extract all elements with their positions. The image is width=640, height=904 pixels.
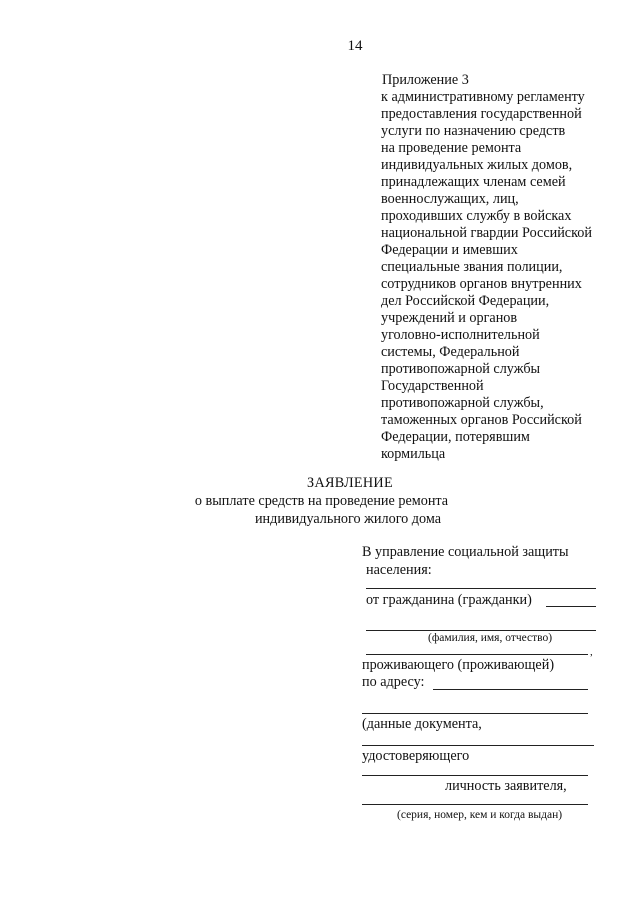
id-document-blank-line-3[interactable] — [362, 804, 588, 805]
appendix-line: предоставления государственной — [381, 106, 582, 122]
appendix-line: на проведение ремонта — [381, 140, 522, 156]
address-blank-line-2[interactable] — [362, 713, 588, 714]
appendix-line: специальные звания полиции, — [381, 259, 563, 275]
appendix-line: Государственной — [381, 378, 484, 394]
id-document-label-2: удостоверяющего — [362, 748, 470, 764]
id-document-label-1: (данные документа, — [362, 716, 482, 732]
recipient-line-2: населения: — [366, 562, 432, 578]
from-citizen-blank-short[interactable] — [546, 606, 596, 607]
id-document-caption: (серия, номер, кем и когда выдан) — [397, 809, 563, 821]
id-document-label-3: личность заявителя, — [445, 778, 567, 794]
recipient-blank-line[interactable] — [366, 588, 596, 589]
appendix-heading: Приложение 3 — [382, 72, 469, 88]
full-name-blank-line[interactable] — [366, 630, 596, 631]
document-subtitle-1: о выплате средств на проведение ремонта — [194, 493, 449, 509]
address-label: по адресу: — [362, 674, 425, 690]
comma-mark: , — [590, 646, 593, 658]
appendix-line: услуги по назначению средств — [381, 123, 566, 139]
appendix-line: противопожарной службы — [381, 361, 541, 377]
appendix-line: противопожарной службы, — [381, 395, 544, 411]
appendix-line: принадлежащих членам семей — [381, 174, 566, 190]
appendix-line: национальной гвардии Российской — [381, 225, 592, 241]
document-title-block — [0, 474, 640, 528]
address-blank-line[interactable] — [433, 689, 588, 690]
page-number: 14 — [347, 38, 363, 54]
appendix-line: учреждений и органов — [381, 310, 518, 326]
appendix-block — [381, 72, 616, 463]
appendix-line: индивидуальных жилых домов, — [381, 157, 573, 173]
recipient-line-1: В управление социальной защиты — [362, 544, 569, 560]
residing-label: проживающего (проживающей) — [362, 657, 555, 673]
appendix-line: таможенных органов Российской — [381, 412, 582, 428]
document-subtitle-2: индивидуального жилого дома — [254, 511, 442, 527]
id-document-blank-line-1[interactable] — [362, 745, 594, 746]
appendix-line: проходивших службу в войсках — [381, 208, 572, 224]
appendix-line: военнослужащих, лиц, — [381, 191, 519, 207]
appendix-line: Федерации, потерявшим — [381, 429, 530, 445]
full-name-caption: (фамилия, имя, отчество) — [428, 632, 553, 644]
appendix-line: Федерации и имевших — [381, 242, 518, 258]
appendix-line: системы, Федеральной — [381, 344, 520, 360]
appendix-line: сотрудников органов внутренних — [381, 276, 582, 292]
id-document-blank-line-2[interactable] — [362, 775, 588, 776]
appendix-line: уголовно-исполнительной — [381, 327, 540, 343]
appendix-line: дел Российской Федерации, — [381, 293, 550, 309]
from-citizen-label: от гражданина (гражданки) — [366, 592, 532, 608]
appendix-line: кормильца — [381, 446, 446, 462]
appendix-line: к административному регламенту — [381, 89, 585, 105]
full-name-blank-line-2[interactable] — [366, 654, 588, 655]
document-title: ЗАЯВЛЕНИЕ — [307, 475, 393, 491]
